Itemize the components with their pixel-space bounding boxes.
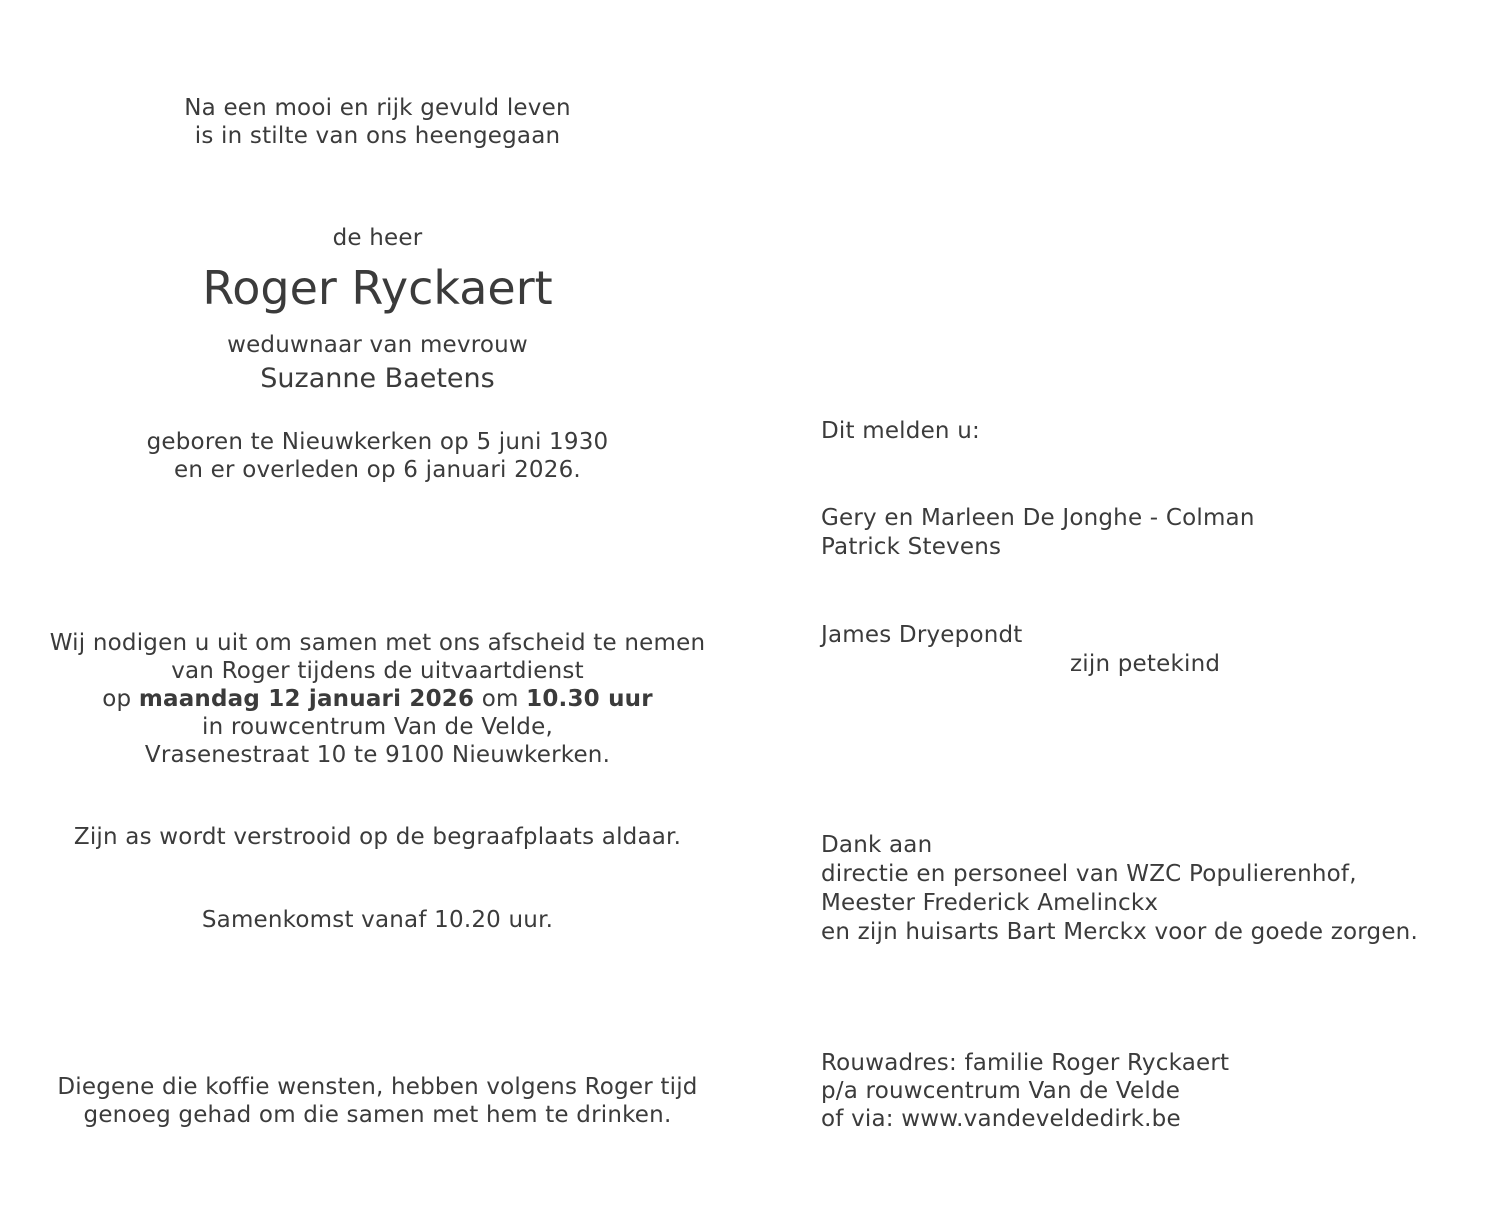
spouse-name: Suzanne Baetens [260, 363, 495, 394]
service-prefix: op [102, 686, 132, 712]
coffee-block [0, 1073, 755, 1129]
spouse-block [0, 363, 755, 395]
contact-block [821, 1049, 1481, 1133]
coffee-line-1: Diegene die koffie wensten, hebben volgens Roger tijd [57, 1074, 698, 1100]
birth-line: geboren te Nieuwkerken op 5 juni 1930 [146, 429, 609, 455]
thanks-line: Meester Frederick Amelinckx [821, 890, 1159, 916]
announce-heading: Dit melden u: [821, 418, 980, 444]
service-line-2: van Roger tijdens de uitvaartdienst [171, 658, 584, 684]
service-date: maandag 12 januari 2026 [138, 686, 475, 712]
ashes-text: Zijn as wordt verstrooid op de begraafplaats aldaar. [73, 824, 682, 850]
relation-text: weduwnaar van mevrouw [227, 332, 528, 358]
contact-line-1: Rouwadres: familie Roger Ryckaert [821, 1050, 1230, 1076]
death-line: en er overleden op 6 januari 2026. [174, 457, 581, 483]
service-datetime-line [0, 685, 755, 713]
deceased-title: de heer [332, 225, 423, 251]
service-block [0, 629, 755, 769]
intro-line-1: Na een mooi en rijk gevuld leven [184, 95, 571, 121]
thanks-line: directie en personeel van WZC Populierenhof, [821, 861, 1357, 887]
service-location: in rouwcentrum Van de Velde, [202, 714, 553, 740]
service-line-1: Wij nodigen u uit om samen met ons afscheid te nemen [49, 630, 706, 656]
coffee-line-2: genoeg gehad om die samen met hem te drinken. [83, 1102, 672, 1128]
family-member: Patrick Stevens [821, 534, 1002, 560]
thanks-heading: Dank aan [821, 832, 933, 858]
ashes-block [0, 823, 755, 851]
title-block [0, 224, 755, 252]
relation-block [0, 331, 755, 359]
gathering-text: Samenkomst vanaf 10.20 uur. [201, 907, 554, 933]
service-address: Vrasenestraat 10 te 9100 Nieuwkerken. [144, 742, 611, 768]
dates-block [0, 428, 755, 484]
thanks-line: en zijn huisarts Bart Merckx voor de goede zorgen. [821, 919, 1418, 945]
intro-line-2: is in stilte van ons heengegaan [194, 123, 561, 149]
contact-website[interactable]: of via: www.vandeveldedirk.be [821, 1106, 1181, 1132]
thanks-block [821, 831, 1481, 947]
service-middle: om [481, 686, 519, 712]
announce-heading-block [821, 417, 1481, 445]
intro-block [0, 94, 755, 150]
godchild-name: James Dryepondt [821, 622, 1023, 648]
service-time: 10.30 uur [526, 686, 653, 712]
godchild-role: zijn petekind [1070, 651, 1221, 677]
name-block [0, 260, 755, 316]
gathering-block [0, 906, 755, 934]
deceased-name: Roger Ryckaert [202, 261, 553, 315]
family-list [821, 504, 1481, 562]
godchild-block [821, 621, 1481, 679]
contact-line-2: p/a rouwcentrum Van de Velde [821, 1078, 1181, 1104]
family-member: Gery en Marleen De Jonghe - Colman [821, 505, 1255, 531]
